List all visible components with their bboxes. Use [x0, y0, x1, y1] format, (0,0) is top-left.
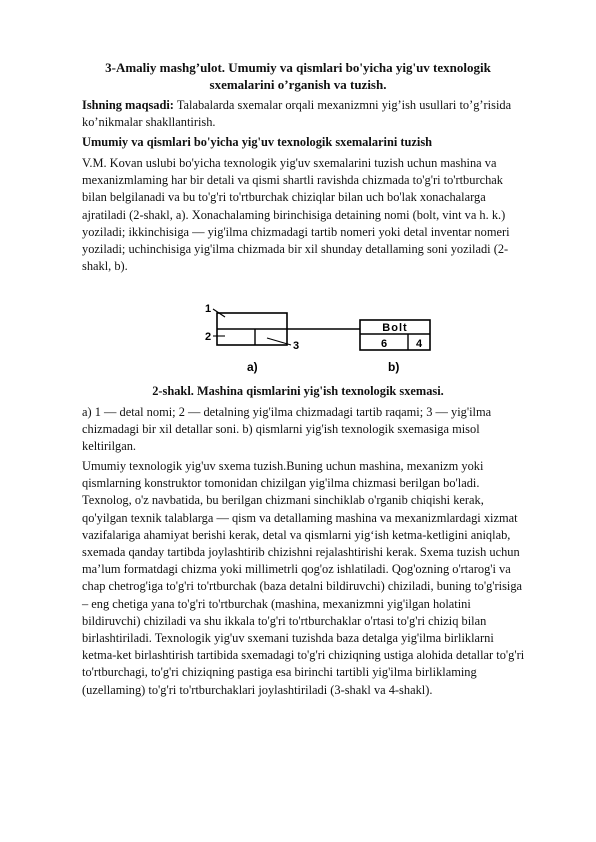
bolt-name: Bolt: [382, 322, 408, 334]
bolt-number: 6: [380, 338, 388, 350]
sublabel-a: a): [247, 360, 258, 374]
section-heading: Umumiy va qismlari bo'yicha yig'uv texnologik sxemalarini tuzish: [82, 135, 433, 149]
paragraph-2: Umumiy texnologik yig'uv sxema tuzish.Buning uchun mashina, mexanizm yoki qismlarning konstruktor tomonidan chizilgan yig'ilma chizmasi berilgan bo'ladi. Texnolog, o'z navbatida, bu berilgan chizmani sinchiklab o'rganib chiqishi kerak, qo'yilgan texnik talablarga — qism va detallaming mashina va mexanizmlardagi xizmat vazifalariga ahamiyat berishi kerak, detal va qismlarni yig‘ish ketma-ketligini aniqlab, sxemada qanday tartibda joylashtirib chizishni rejalashtirishi kerak. Sxema tuzish uchun ma’lum formatdagi chizma yoki millimetrli qog'oz ishlatiladi. Qog'ozning o'rtarog'i va chap chetrog'iga to'g'ri to'rtburchak (baza detalni bildiruvchi) chiziladi, buning to'g'risiga – eng chetiga yana to'g'ri to'rtburchak (mashina, mexanizmni yig'ilgan holatini bildiruvchi) chiziladi va shu ikkala to'g'ri to'rtburchaklar o'rtasi to'g'ri chiziq bilan birlashtiriladi. Texnologik yig'uv sxemani tuzishda baza detalga yig'ilma birliklarni ketma-ket birlashtirish tartibida sxemadagi to'g'ri chiziqning ustiga alohida detallar to'g'ri to'rtburchagi, to'g'ri chiziqning pastiga esa birinchi tartibli yig'ilma birliklaming (uzellaming) to'g'ri to'rtburchaklari joylashtiriladi (3-shakl va 4-shakl).: [82, 459, 525, 697]
goal-text: Talabalarda sxemalar orqali mexanizmni yig’ish usullari to’g’risida ko’nikmalar shakllantirish.: [82, 98, 512, 130]
goal-label: Ishning maqsadi:: [82, 98, 174, 112]
title-line-2: sxemalarini o’rganish va tuzish.: [209, 77, 387, 92]
title-line-1: 3-Amaliy mashg’ulot. Umumiy va qismlari bo'yicha yig'uv texnologik: [105, 60, 491, 75]
sublabel-b: b): [388, 360, 400, 374]
label-1: 1: [205, 303, 212, 315]
label-2: 2: [205, 331, 212, 343]
page-title: [80, 59, 516, 93]
label-3: 3: [293, 340, 300, 352]
paragraph-1: V.M. Kovan uslubi bo'yicha texnologik yig'uv sxemalarini tuzish uchun mashina va mexanizmlaming har bir detali va qismi shartli ravishda chizmada to'g'ri to'rtburchak bilan belgilanadi va bu to'g'ri to'rtburchak chiziqlar bilan uch bo'lak xonachalarga ajratiladi (2-shakl, a). Xonachalaming birinchisiga detaining nomi (bolt, vint va h. k.) yoziladi; ikkinchisiga — yig'ilma chizmadagi tartib nomeri yoki detal inventar nomeri yoziladi; uchinchisiga yig'ilma chizmada bir xil shunday detallaming soni yoziladi (2-shakl, b).: [82, 156, 510, 274]
figure-2-assembly-scheme: [195, 300, 435, 378]
figure-legend: a) 1 — detal nomi; 2 — detalning yig'ilma chizmadagi tartib raqami; 3 — yig'ilma chizmadagi bir xil detallar soni. b) qismlarni yig'ish texnologik sxemasiga misol keltirilgan.: [82, 405, 492, 454]
goal-paragraph: [82, 97, 527, 131]
figure-caption: 2-shakl. Mashina qismlarini yig'ish texnologik sxemasi.: [152, 384, 444, 398]
figure-2-svg: [195, 300, 435, 378]
bolt-count: 4: [415, 338, 423, 350]
